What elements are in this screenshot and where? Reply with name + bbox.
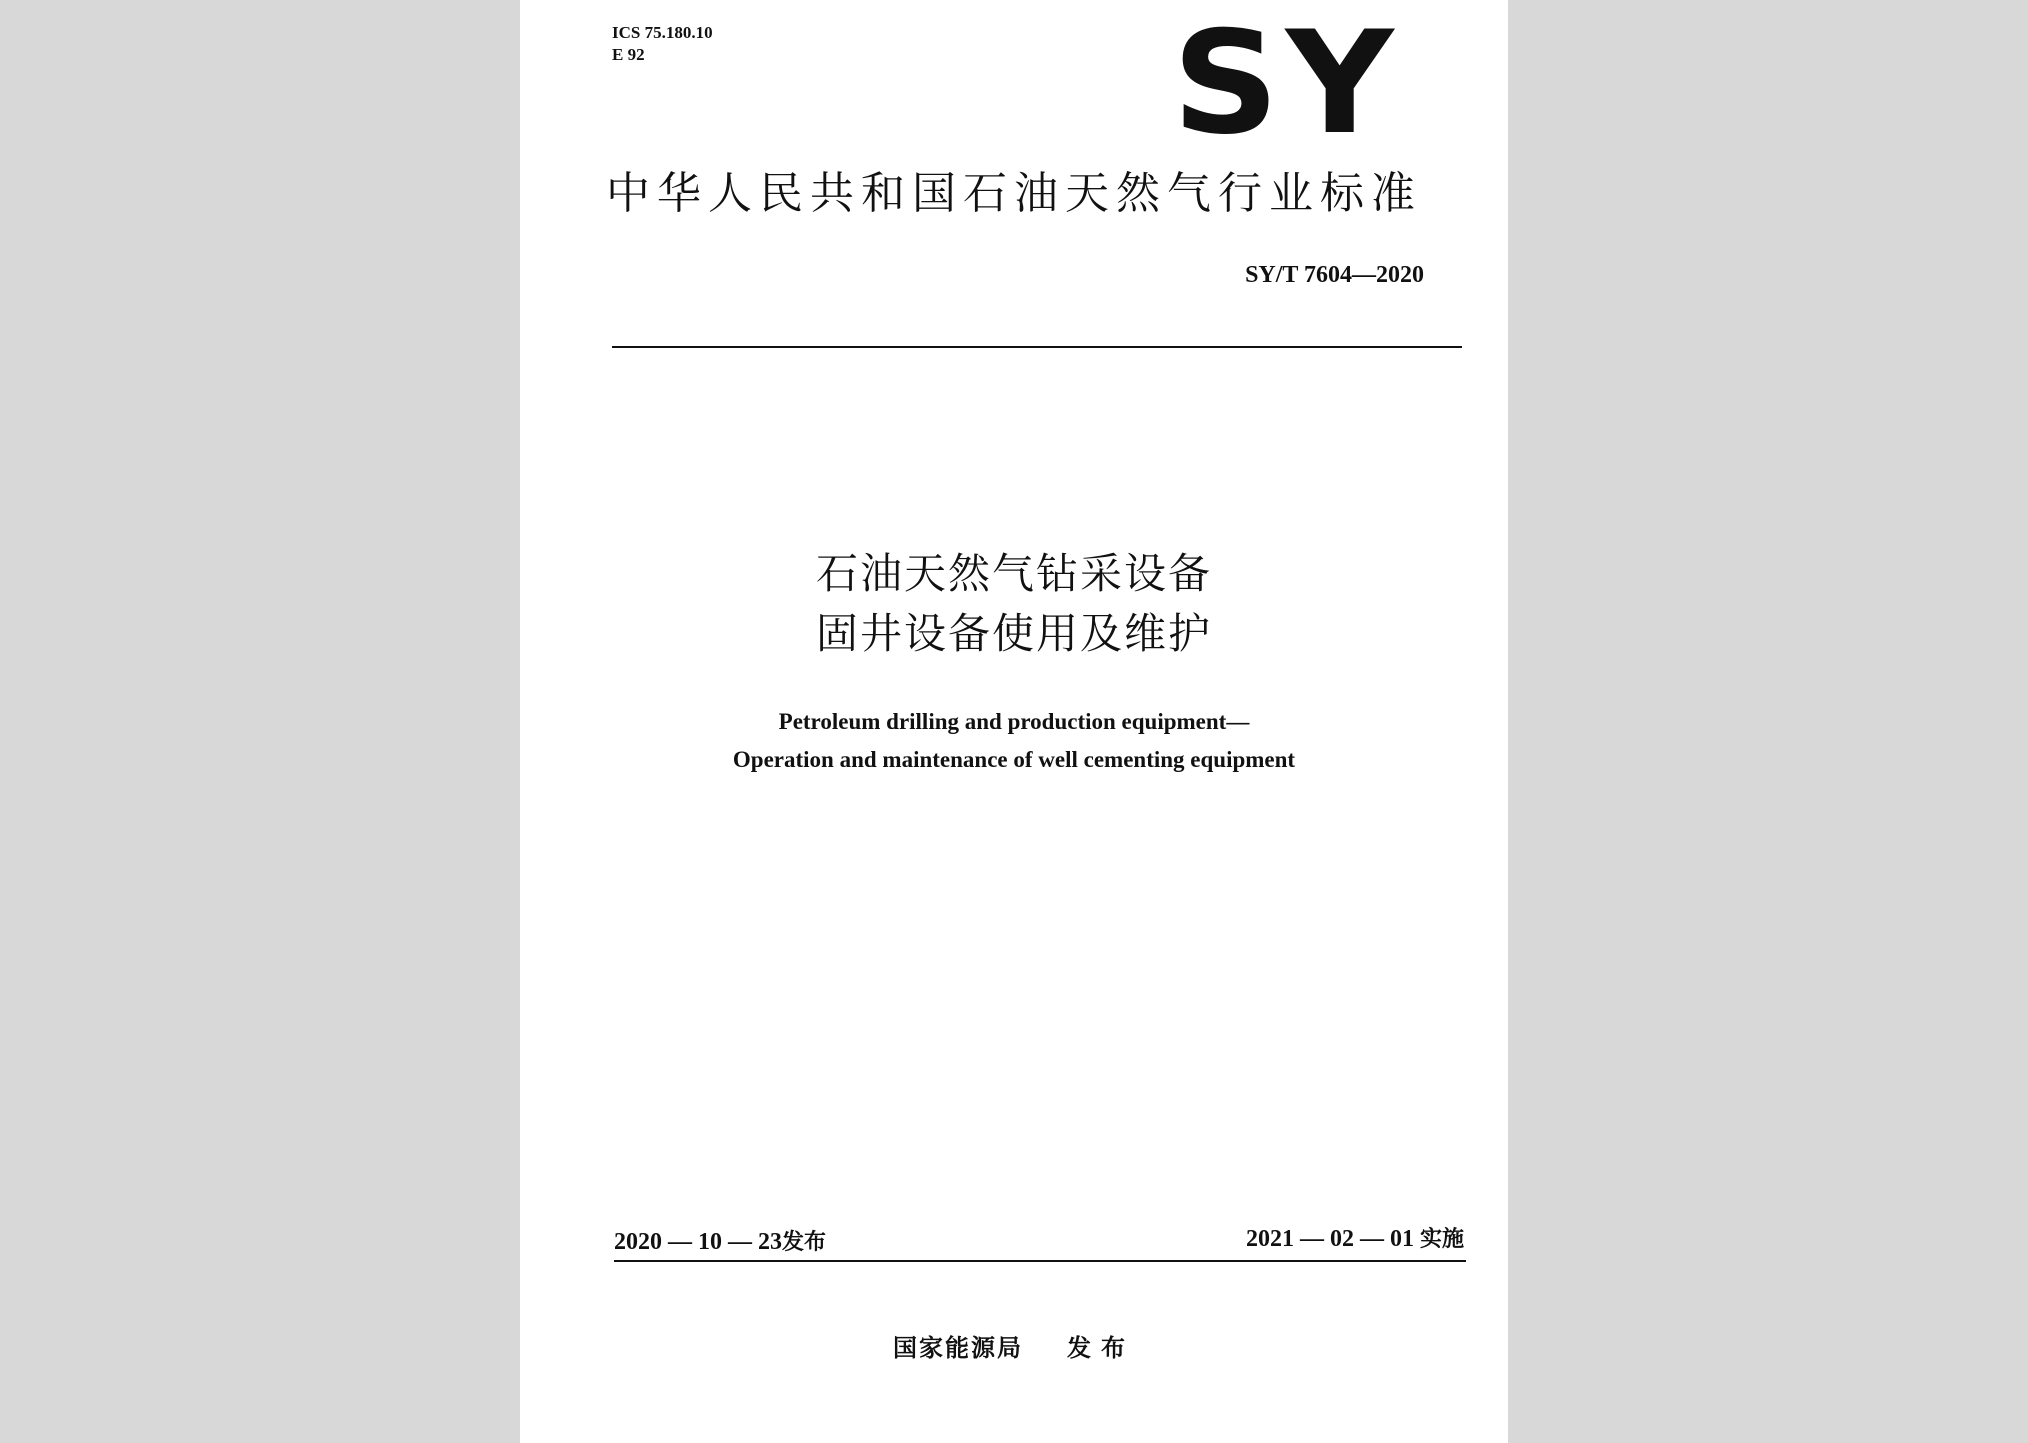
footer-divider: [614, 1260, 1466, 1262]
chinese-title: [520, 544, 1508, 664]
implementation-label: 实施: [1419, 1227, 1464, 1252]
standard-number: SY/T 7604—2020: [1245, 262, 1424, 288]
issue-label: 发布: [782, 1230, 827, 1255]
chinese-title-line-2: 固井设备使用及维护: [815, 609, 1212, 658]
issuer-line: [520, 1328, 1508, 1363]
header-divider: [612, 346, 1462, 348]
classification-codes: [612, 22, 713, 66]
issuer-action: 发布: [1067, 1334, 1135, 1362]
english-title-line-1: Petroleum drilling and production equipment—: [778, 709, 1250, 734]
issue-date-block: [614, 1226, 826, 1259]
ics-code: ICS 75.180.10: [612, 23, 713, 42]
english-title: [520, 703, 1508, 779]
ccs-code: E 92: [612, 45, 645, 64]
issuer-name: 国家能源局: [893, 1334, 1023, 1362]
implementation-date: 2021 — 02 — 01: [1245, 1226, 1414, 1252]
document-page: [520, 0, 1508, 1443]
implementation-date-block: [1246, 1223, 1464, 1256]
chinese-title-line-1: 石油天然气钻采设备: [815, 549, 1212, 598]
english-title-line-2: Operation and maintenance of well cementing equipment: [732, 747, 1296, 772]
standard-body-title: 中华人民共和国石油天然气行业标准: [606, 168, 1422, 219]
issue-date: 2020 — 10 — 23: [614, 1229, 782, 1255]
sy-logo: SY: [1172, 1, 1400, 166]
